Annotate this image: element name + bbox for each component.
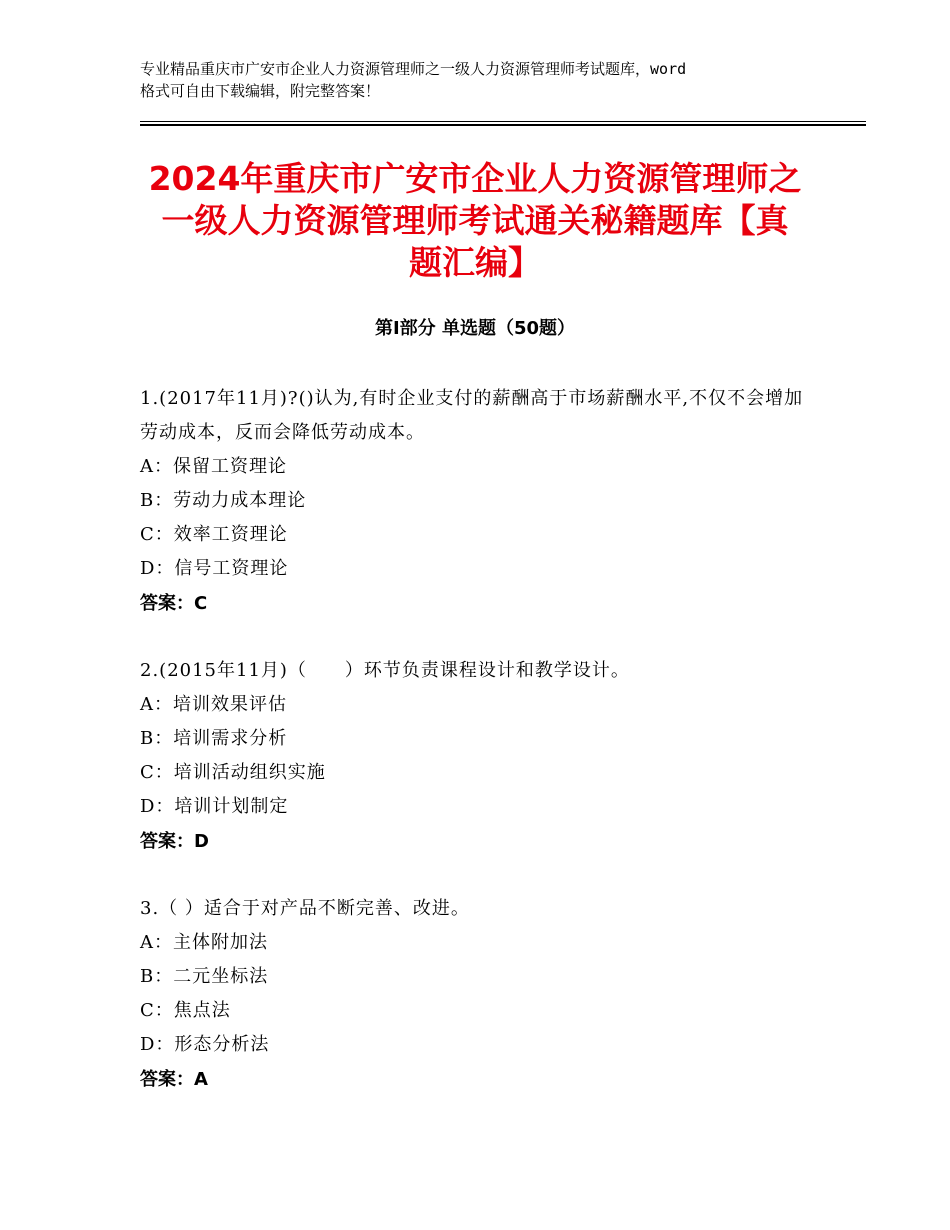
answer-label: 答案：A [140, 1069, 208, 1090]
header-divider-top [140, 121, 866, 122]
option-c: C：培训活动组织实施 [140, 762, 326, 783]
question-list [140, 382, 820, 1130]
question-stem: 1.(2017年11月)?()认为,有时企业支付的薪酬高于市场薪酬水平,不仅不会增加劳动成本，反而会降低劳动成本。 [140, 388, 804, 443]
document-title-line: 2024年重庆市广安市企业人力资源管理师之 [148, 159, 802, 198]
section-heading: 第Ⅰ部分 单选题（50题） [374, 318, 575, 339]
option-a: A：主体附加法 [140, 932, 268, 953]
answer-label: 答案：C [140, 593, 208, 614]
answer-label: 答案：D [140, 831, 209, 852]
option-c: C：焦点法 [140, 1000, 231, 1021]
document-title [100, 158, 850, 284]
question-stem: 3.（ ）适合于对产品不断完善、改进。 [140, 898, 470, 919]
option-a: A：培训效果评估 [140, 694, 287, 715]
document-title-line: 题汇编】 [409, 243, 541, 282]
option-b: B：培训需求分析 [140, 728, 288, 749]
question-item [140, 382, 820, 622]
question-item [140, 892, 820, 1098]
header-note-line: 格式可自由下载编辑，附完整答案！ [140, 82, 381, 100]
option-d: D：形态分析法 [140, 1034, 270, 1055]
option-a: A：保留工资理论 [140, 456, 287, 477]
option-b: B：二元坐标法 [140, 966, 269, 987]
option-d: D：信号工资理论 [140, 558, 289, 579]
option-d: D：培训计划制定 [140, 796, 289, 817]
header-note-line: 专业精品重庆市广安市企业人力资源管理师之一级人力资源管理师考试题库，word [140, 60, 687, 78]
document-title-line: 一级人力资源管理师考试通关秘籍题库【真 [161, 201, 789, 240]
header-divider-bottom [140, 124, 866, 126]
question-stem: 2.(2015年11月)（ ）环节负责课程设计和教学设计。 [140, 660, 630, 681]
question-item [140, 654, 820, 860]
option-c: C：效率工资理论 [140, 524, 288, 545]
header-note [140, 58, 830, 102]
option-b: B：劳动力成本理论 [140, 490, 307, 511]
